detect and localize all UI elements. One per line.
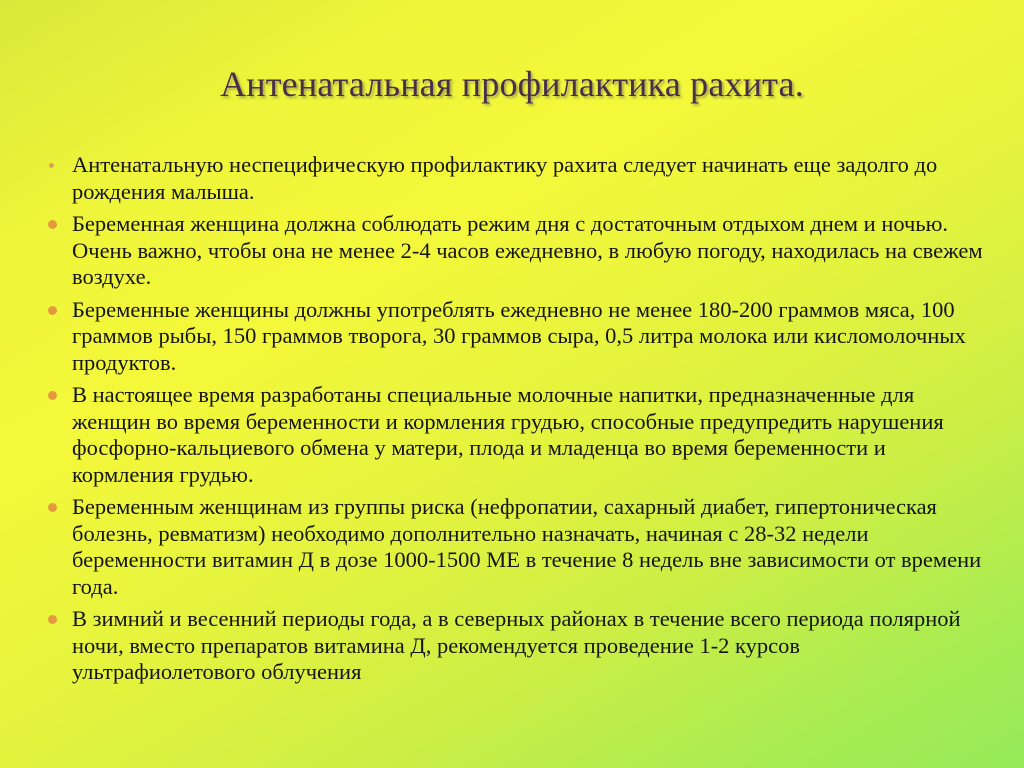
slide-title: Антенатальная профилактика рахита. — [220, 64, 804, 104]
small-dot-bullet-icon — [49, 163, 54, 168]
bullet-text: Беременная женщина должна соблюдать режим дня с достаточным отдыхом днем и ночью. Очень важно, чтобы она не менее 2-4 часов ежедневно, в любую погоду, находилась на свежем воздухе. — [72, 211, 983, 289]
bullet-text: В зимний и весенний периоды года, а в северных районах в течение всего периода полярной ночи, вместо препаратов витамина Д, рекомендуется проведение 1-2 курсов ультрафиолетового облучения — [72, 606, 961, 684]
dot-bullet-icon — [48, 220, 57, 229]
dot-bullet-icon — [48, 391, 57, 400]
dot-bullet-icon — [48, 306, 57, 315]
bullet-item — [48, 494, 988, 600]
bullet-text: Беременные женщины должны употреблять ежедневно не менее 180-200 граммов мяса, 100 граммов рыбы, 150 граммов творога, 30 граммов сыра, 0,5 литра молока или кисломолочных продуктов. — [72, 296, 966, 375]
dot-bullet-icon — [48, 615, 57, 624]
bullet-text: Беременным женщинам из группы риска (нефропатии, сахарный диабет, гипертоническая болезнь, ревматизм) необходимо дополнительно назначать, начиная с 28-32 недели беременности витамин Д в дозе 1000-1500 МЕ в течение 8 недель вне зависимости от времени года. — [72, 494, 982, 599]
bullet-item — [48, 152, 988, 205]
dot-bullet-icon — [48, 503, 57, 512]
bullet-list — [48, 152, 988, 692]
bullet-item — [48, 606, 988, 686]
bullet-item — [48, 297, 988, 377]
bullet-text: В настоящее время разработаны специальные молочные напитки, предназначенные для женщин во время беременности и кормления грудью, способные предупредить нарушения фосфорно-кальциевого обмена у матери, плода и младенца во время беременности и кормления грудью. — [72, 382, 944, 487]
bullet-item — [48, 211, 988, 291]
bullet-item — [48, 382, 988, 488]
bullet-text: Антенатальную неспецифическую профилактику рахита следует начинать еще задолго до рождения малыша. — [72, 152, 938, 204]
